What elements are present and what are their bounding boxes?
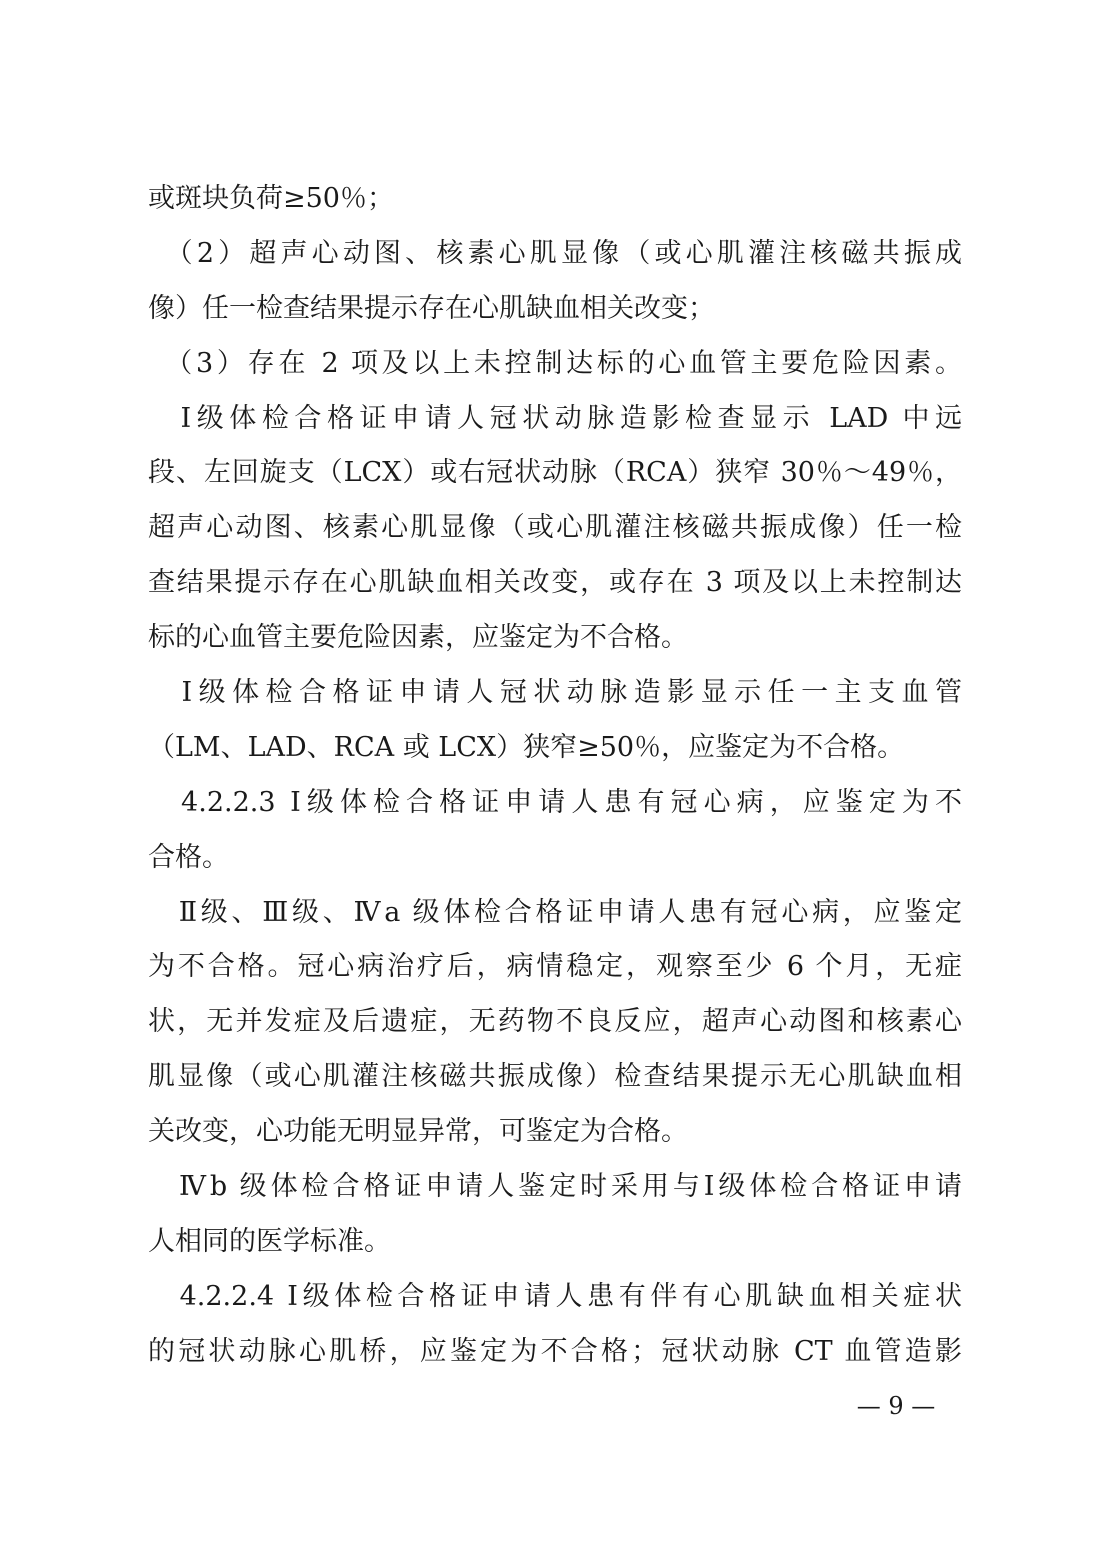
text-line: 超声心动图、核素心肌显像（或心肌灌注核磁共振成像）任一检 — [148, 512, 962, 544]
text-line: 合格。 — [148, 841, 229, 873]
text-line: （2）超声心动图、核素心肌显像（或心肌灌注核磁共振成 — [148, 237, 962, 269]
text-line: Ⅳb 级体检合格证申请人鉴定时采用与Ⅰ级体检合格证申请 — [148, 1171, 962, 1203]
text-line: 肌显像（或心肌灌注核磁共振成像）检查结果提示无心肌缺血相 — [148, 1061, 962, 1093]
text-line: Ⅰ级体检合格证申请人冠状动脉造影检查显示 LAD 中远 — [148, 402, 962, 434]
text-line: 为不合格。冠心病治疗后，病情稳定，观察至少 6 个月，无症 — [148, 951, 962, 983]
text-line: 4.2.2.3 Ⅰ级体检合格证申请人患有冠心病，应鉴定为不 — [148, 786, 962, 818]
text-line: Ⅰ级体检合格证申请人冠状动脉造影显示任一主支血管 — [148, 677, 962, 709]
text-line: 状，无并发症及后遗症，无药物不良反应，超声心动图和核素心 — [148, 1006, 962, 1038]
text-line: 人相同的医学标准。 — [148, 1225, 391, 1257]
text-line: 查结果提示存在心肌缺血相关改变，或存在 3 项及以上未控制达 — [148, 567, 962, 599]
document-body — [148, 172, 962, 1380]
text-line: 4.2.2.4 Ⅰ级体检合格证申请人患有伴有心肌缺血相关症状 — [148, 1280, 962, 1312]
text-line: 像）任一检查结果提示存在心肌缺血相关改变； — [148, 292, 715, 324]
text-line: 或斑块负荷≥50％； — [148, 183, 394, 214]
text-line: Ⅱ级、Ⅲ级、Ⅳa 级体检合格证申请人患有冠心病，应鉴定 — [148, 896, 962, 928]
page-number: — 9 — — [856, 1392, 936, 1420]
text-line: 段、左回旋支（LCX）或右冠状动脉（RCA）狭窄 30％～49％， — [148, 457, 962, 489]
text-line: （LM、LAD、RCA 或 LCX）狭窄≥50％，应鉴定为不合格。 — [148, 731, 905, 763]
text-line: 关改变，心功能无明显异常，可鉴定为合格。 — [148, 1116, 688, 1148]
text-line: 的冠状动脉心肌桥，应鉴定为不合格；冠状动脉 CT 血管造影 — [148, 1335, 962, 1367]
text-line: （3）存在 2 项及以上未控制达标的心血管主要危险因素。 — [148, 347, 962, 379]
text-line: 标的心血管主要危险因素，应鉴定为不合格。 — [148, 622, 688, 654]
